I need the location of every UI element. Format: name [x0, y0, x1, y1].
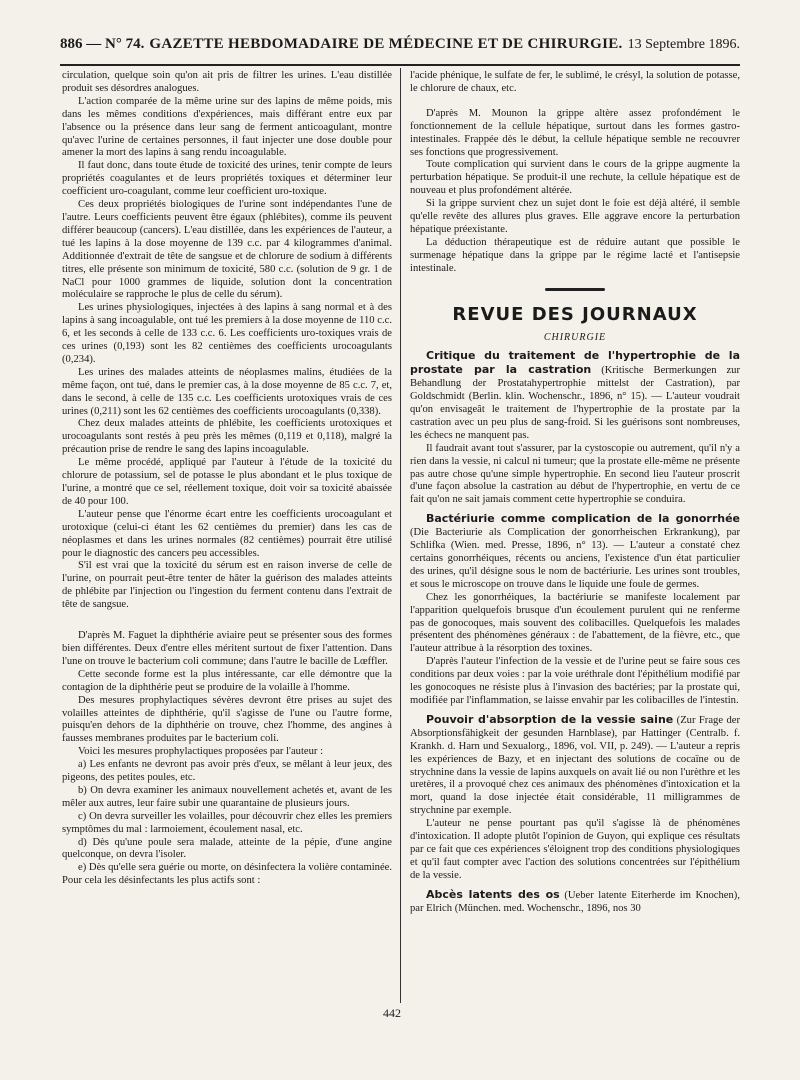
issue-date: 13 Septembre 1896. — [627, 37, 740, 52]
paragraph: circulation, quelque soin qu'on ait pris de filtrer les urines. L'eau distillée produit ses désordres analogues. — [62, 70, 392, 94]
section-gap — [410, 96, 740, 108]
article-body: (Die Bacteriurie als Complication der gonorrheischen Erkrankung), par Schlifka (Wien. med. Presse, 1896, n° 13). — L'auteur a constaté chez certains gonorrhéiques, récents ou anciens, l'existence d'un état particulier des urines, qu'il désigne sous le nom de bactériurie. Les urines sont troubles, et sous le microscope on trouve dans le liquide une foule de germes. — [410, 527, 740, 590]
article-title: Abcès latents des os — [426, 887, 560, 901]
paragraph: Il faudrait avant tout s'assurer, par la cystoscopie ou autrement, qu'il n'y a rien dans la vessie, ni calcul ni tumeur; que la prostate elle-même ne présente pas autre chose qu'une simple hypertrophie. En second lieu l'auteur proscrit d'une façon absolue la castration au début de l'hypertrophie, en vertu de ce fait qu'on ne sait jamais comment cette hypertrophie se conduira. — [410, 442, 740, 506]
paragraph: Si la grippe survient chez un sujet dont le foie est déjà altéré, il semble qu'elle revête des allures plus graves. Elle aggrave encore la perturbation hépatique préexistante. — [410, 198, 740, 235]
article-body: (Ueber latente Eiterherde im Knochen), par Elrich (München. med. Wochenschr., 1896, nos 30 — [410, 889, 740, 914]
paragraph: Il faut donc, dans toute étude de toxicité des urines, tenir compte de leurs propriétés coagulantes et de leurs propriétés toxiques et déterminer leur coefficient uro-coagulant, comme leur coefficient uro-toxique. — [62, 160, 392, 198]
header-rule — [60, 64, 740, 66]
paragraph: Les urines physiologiques, injectées à des lapins à sang normal et à des lapins à sang incoagulable, ont tué les premiers à la dose moyenne de 110 c.c. 6, et les seconds à celle de 133 c.c. 6. Les coefficients uro-toxiques vrais de ces urines (0,193) sont les 82 centièmes des coefficients urocoagulants (0,234). — [62, 302, 392, 365]
paragraph: Le même procédé, appliqué par l'auteur à l'étude de la toxicité du chlorure de potassium, sel de potasse le plus abondant et le plus toxique de l'urine, a montré que ce sel, réellement toxique, doit voir sa toxicité abaissée de 40 pour 100. — [62, 457, 392, 507]
column-divider — [400, 68, 401, 1003]
journal-title: GAZETTE HEBDOMADAIRE DE MÉDECINE ET DE CHIRURGIE. — [149, 36, 623, 52]
paragraph: D'après M. Mounon la grippe altère assez profondément le fonctionnement de la cellule hépatique, surtout dans les formes gastro-intestinales. Frappée dès le début, la cellule hépatique semble ne recouvrer ses fonctions que progressivement. — [410, 107, 740, 158]
paragraph: Les urines des malades atteints de néoplasmes malins, étudiées de la même façon, ont tué, dans le premier cas, à la dose moyenne de 85 c.c. 7, et, dans le second, à celle de 135 c.c. Les coefficients urotoxiques vrais de ces urines (0,211) sont les 62 centièmes des coefficients urocoagulants (0,338). — [62, 366, 392, 417]
right-column — [410, 70, 740, 915]
section-title: REVUE DES JOURNAUX — [452, 303, 698, 325]
paragraph: Chez les gonorrhéiques, la bactériurie se manifeste localement par l'apparition quelquefois brusque d'un écoulement purulent qui ne renferme pas de gonocoques, mais souvent des colibacilles. Quelquefois les malades présentent des phénomènes généraux : de l'abattement, de la fièvre, etc., que l'auteur attribue à la résorption des toxines. — [410, 591, 740, 655]
paragraph: La déduction thérapeutique est de réduire autant que possible le surmenage hépatique dans la grippe par le régime lacté et l'antisepsie intestinale. — [410, 236, 740, 274]
list-item: d) Dès qu'une poule sera malade, atteinte de la pépie, d'une angine quelconque, on devra l'isoler. — [62, 836, 392, 861]
article — [410, 889, 740, 916]
paragraph: Ces deux propriétés biologiques de l'urine sont indépendantes l'une de l'autre. Leurs coefficients peuvent être égaux (phlébites), comme ils peuvent différer beaucoup (cancers). L'eau distillée, dans les expériences de l'auteur, a tué les lapins à la dose moyenne de 139 c.c. par 4 kilogrammes d'animal. Additionnée d'extrait de tête de sangsue et de chlorure de sodium à différents titres, elle présente son minimum de toxicité, 580 c.c. (solution de 9 gr. 1 de NaCl pour 1000 grammes de liquide, solution dont la concentration moléculaire se rapproche le plus de celle du sérum). — [62, 199, 392, 301]
article-title: Critique du traitement de l'hypertrophie de la prostate par la castration — [410, 349, 740, 377]
article-title: Pouvoir d'absorption de la vessie saine — [426, 712, 674, 726]
article — [410, 714, 740, 818]
paragraph: Des mesures prophylactiques sévères devront être prises au sujet des volailles atteintes de diphthérie, qu'il s'agisse de l'une ou l'autre forme, puisqu'en dehors de la diphthérie on trouve, chez l'homme, des angines à fausses membranes produites par le bacterium coli. — [62, 694, 392, 745]
paragraph: S'il est vrai que la toxicité du sérum est en raison inverse de celle de l'urine, on pourrait peut-être tenter de hâter la guérison des malades atteints de phlébite par l'injection ou l'ingestion du ferment contenu dans l'extrait de tête de sangsue. — [62, 560, 392, 611]
article-body: (Kritische Bermerkungen zur Behandlung der Prostatahypertrophie mittelst der Castration), par Goldschmidt (Berlin. klin. Wochenschr., 1896, n° 15). — L'auteur voudrait qu'on envisageât le traitement de l'hypertrophie de la prostate par la castration avec un peu plus de sang-froid. Si les guérisons sont nombreuses, les échecs ne manquent pas. — [410, 365, 740, 441]
issue-number: 886 — N° 74. — [60, 36, 145, 52]
list-item: c) On devra surveiller les volailles, pour découvrir chez elles les premiers symptômes du mal : larmoiement, écoulement nasal, etc. — [62, 810, 392, 835]
list-item: e) Dès qu'elle sera guérie ou morte, on désinfectera la volière contaminée. Pour cela les désinfectants les plus actifs sont : — [62, 862, 392, 887]
paragraph: Cette seconde forme est la plus intéressante, car elle démontre que la contagion de la diphthérie peut se produire de la volaille à l'homme. — [62, 668, 392, 693]
ornament-separator — [545, 288, 605, 291]
paragraph: L'auteur pense que l'énorme écart entre les coefficients urocoagulant et urotoxique (celui-ci étant les 62 centièmes du premier) dans les cas de néoplasmes et dans les urines normales (82 centièmes) pourrait être utilisé pour le diagnostic des cancers peu accessibles. — [62, 508, 392, 559]
article — [410, 350, 740, 442]
left-column — [62, 70, 392, 888]
paragraph: D'après M. Faguet la diphthérie aviaire peut se présenter sous des formes bien différentes. Deux d'entre elles méritent surtout de fixer l'attention. Dans l'une on trouve le bacterium coli commune; dans l'autre le bacille de Lœffler. — [62, 630, 392, 667]
paragraph: L'auteur ne pense pourtant pas qu'il s'agisse là de phénomènes d'intoxication. Il adopte plutôt l'opinion de Guyon, qui explique ces résultats par ce fait que ces expériences s'éloignent trop des conditions physiologiques et qu'il faut compter avec l'action des solutions concentrées sur l'épithélium de la vessie. — [410, 818, 740, 881]
paragraph: Chez deux malades atteints de phlébite, les coefficients urotoxiques et urocoagulants sont restés à peu près les mêmes (0,119 et 0,118), malgré la précaution prise de rendre le sang des lapins incoagulable. — [62, 418, 392, 456]
paragraph: l'acide phénique, le sulfate de fer, le sublimé, le crésyl, la solution de potasse, le chlorure de chaux, etc. — [410, 70, 740, 94]
section-gap — [62, 612, 392, 630]
paragraph: L'action comparée de la même urine sur des lapins de même poids, mis dans les mêmes conditions d'expériences, mais différant entre eux par l'absence ou la présence dans leur sang de ferment anticoagulant, montre qu'avec l'urine de certaines personnes, il faut injecter une dose double pour amener la mort des lapins à sang rendu incoagulable. — [62, 95, 392, 159]
paragraph: Toute complication qui survient dans le cours de la grippe augmente la perturbation hépatique. Se produit-il une rechute, la cellule hépatique est de nouveau et plus profondément altérée. — [410, 159, 740, 197]
page-header — [60, 36, 740, 62]
list-item: a) Les enfants ne devront pas avoir près d'eux, se mêlant à leur jeux, des pigeons, des petites poules, etc. — [62, 759, 392, 784]
article — [410, 513, 740, 591]
paragraph: D'après l'auteur l'infection de la vessie et de l'urine peut se faire sous ces conditions par deux voies : par la voie uréthrale dont l'épithélium modifié par les gonocoques ne résiste plus à l'invasion des bactéries; par la prostate qui, modifiée par l'inflammation, se laisse envahir par les colibacilles de l'intestin. — [410, 656, 740, 706]
subsection-title: CHIRURGIE — [543, 331, 607, 343]
list-item: b) On devra examiner les animaux nouvellement achetés et, avant de les mêler aux autres, leur faire subir une quarantaine de plusieurs jours. — [62, 784, 392, 809]
page-number: 442 — [383, 1006, 401, 1020]
article-body: (Zur Frage der Absorptionsfähigkeit der gesunden Harnblase), par Hattinger (Centralb. f. Krankh. d. Harn und Sexualorg., 1896, vol. VII, p. 249). — L'auteur a repris les expériences de Bazy, et en injectant des solutions de cocaïne ou de strychnine dans la vessie de lapins auxquels on avait lié ou non l'urèthre et les uretères, il a provoqué chez ces animaux des phénomènes d'intoxication et la mort, quand la dose injectée était considérable, 11 milligrammes de strychnine par exemple. — [410, 714, 740, 817]
paragraph: Voici les mesures prophylactiques proposées par l'auteur : — [78, 746, 324, 758]
article-title: Bactériurie comme complication de la gonorrhée — [426, 512, 740, 526]
